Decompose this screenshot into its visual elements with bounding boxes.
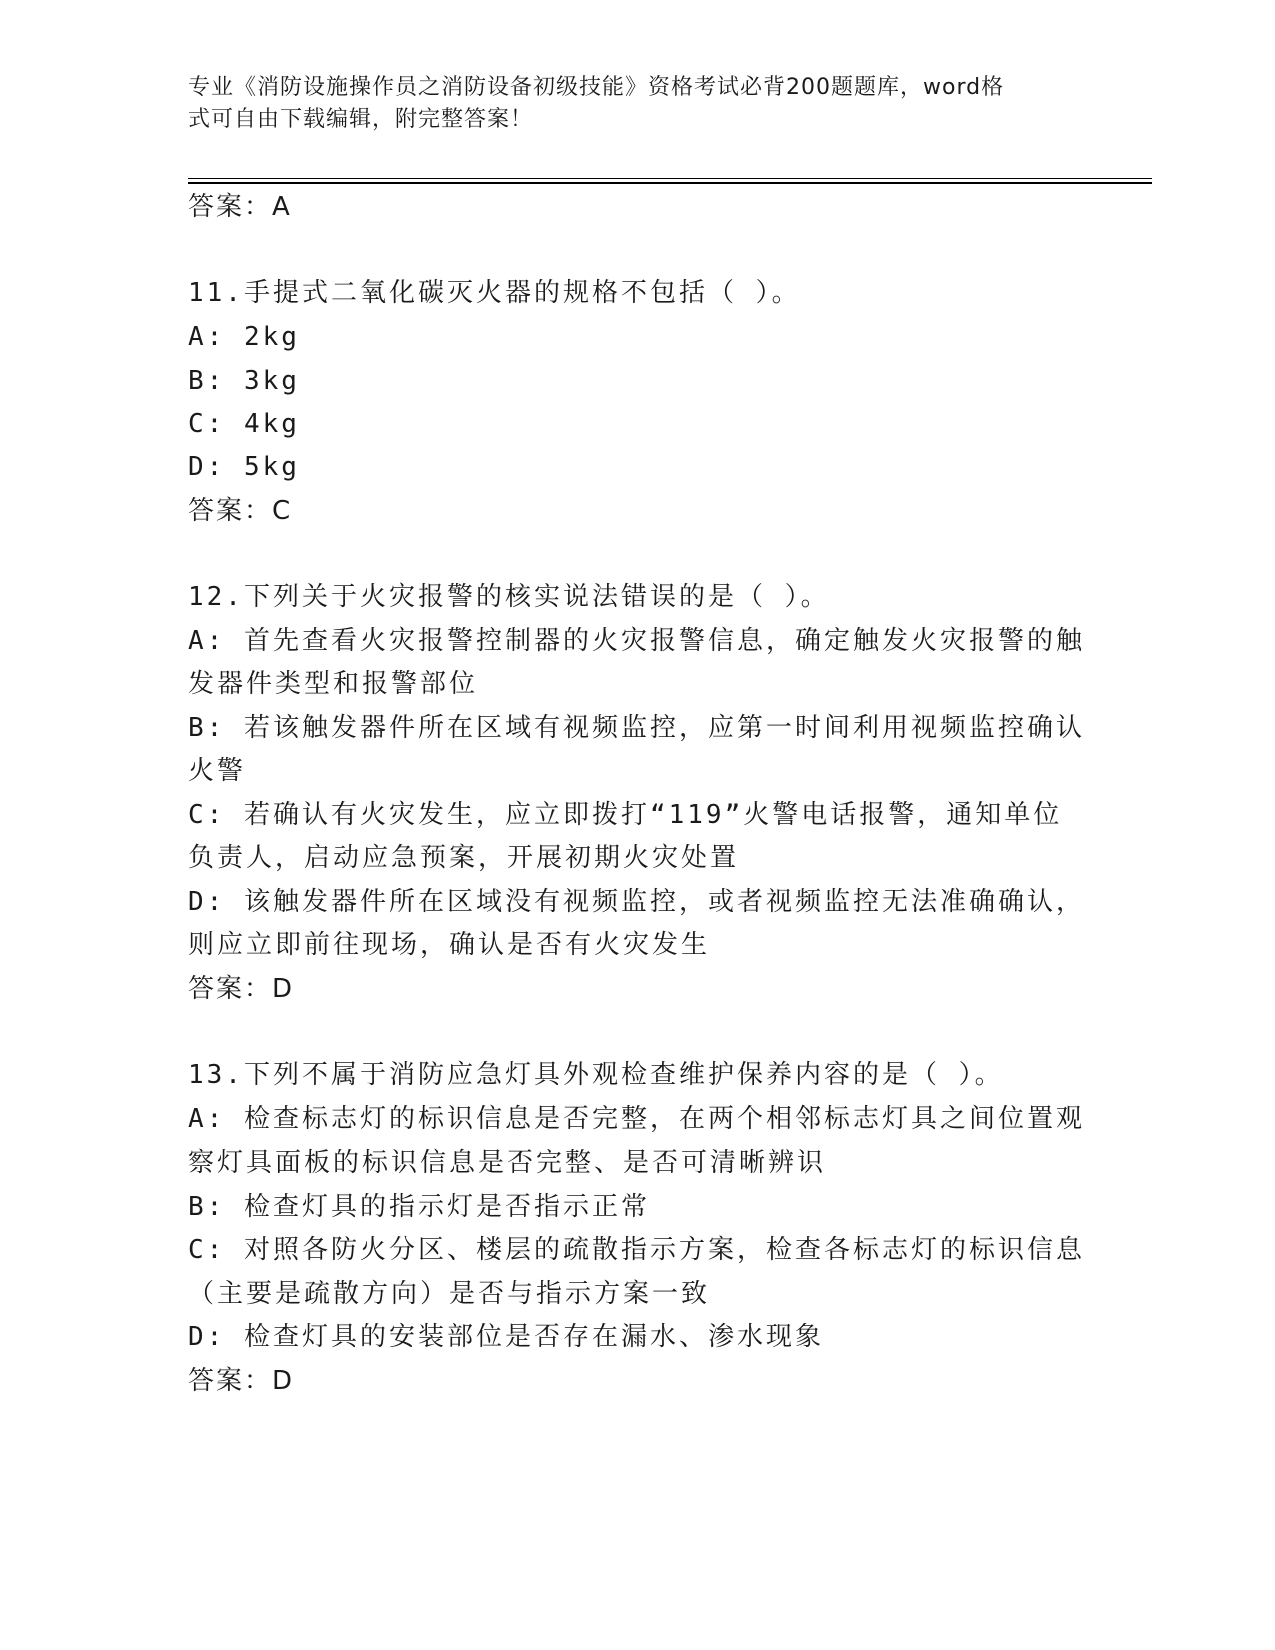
question-12-option-b-line-2: 火警 <box>188 756 247 786</box>
question-13-option-c-line-1: C: 对照各防火分区、楼层的疏散指示方案，检查各标志灯的标识信息 <box>188 1235 1085 1265</box>
question-12-answer: 答案：D <box>188 974 295 1004</box>
header-divider-bottom <box>188 182 1152 184</box>
question-12-option-d-line-2: 则应立即前往现场，确认是否有火灾发生 <box>188 930 711 960</box>
question-13-answer: 答案：D <box>188 1366 295 1396</box>
header-line-2: 式可自由下载编辑，附完整答案！ <box>188 107 534 132</box>
question-12-option-a-line-2: 发器件类型和报警部位 <box>188 669 479 699</box>
question-13-text: 13.下列不属于消防应急灯具外观检查维护保养内容的是（ ）。 <box>188 1060 1004 1090</box>
question-11-option-a: A: 2kg <box>188 322 300 352</box>
question-13-option-a-line-1: A: 检查标志灯的标识信息是否完整，在两个相邻标志灯具之间位置观 <box>188 1104 1085 1134</box>
header-line-1: 专业《消防设施操作员之消防设备初级技能》资格考试必背200题题库，word格 <box>188 75 1005 100</box>
question-11-option-d: D: 5kg <box>188 452 300 482</box>
header-divider-top <box>188 178 1152 179</box>
question-11-option-b: B: 3kg <box>188 366 300 396</box>
question-13-option-a-line-2: 察灯具面板的标识信息是否完整、是否可清晰辨识 <box>188 1148 827 1178</box>
question-11-text: 11.手提式二氧化碳灭火器的规格不包括（ ）。 <box>188 278 801 308</box>
question-13-option-d: D: 检查灯具的安装部位是否存在漏水、渗水现象 <box>188 1322 824 1352</box>
question-12-option-c-line-1: C: 若确认有火灾发生，应立即拨打“119”火警电话报警，通知单位 <box>188 800 1063 830</box>
previous-answer: 答案：A <box>188 192 292 222</box>
question-12-option-b-line-1: B: 若该触发器件所在区域有视频监控，应第一时间利用视频监控确认 <box>188 713 1085 743</box>
question-13-option-c-line-2: （主要是疏散方向）是否与指示方案一致 <box>188 1279 711 1309</box>
question-12-option-c-line-2: 负责人，启动应急预案，开展初期火灾处置 <box>188 843 740 873</box>
question-11-answer: 答案：C <box>188 496 293 526</box>
question-13-option-b: B: 检查灯具的指示灯是否指示正常 <box>188 1192 650 1222</box>
question-12-text: 12.下列关于火灾报警的核实说法错误的是（ ）。 <box>188 582 830 612</box>
document-header <box>188 72 1068 136</box>
question-12-option-a-line-1: A: 首先查看火灾报警控制器的火灾报警信息，确定触发火灾报警的触 <box>188 626 1085 656</box>
question-12-option-d-line-1: D: 该触发器件所在区域没有视频监控，或者视频监控无法准确确认， <box>188 887 1085 917</box>
question-11-option-c: C: 4kg <box>188 409 300 439</box>
